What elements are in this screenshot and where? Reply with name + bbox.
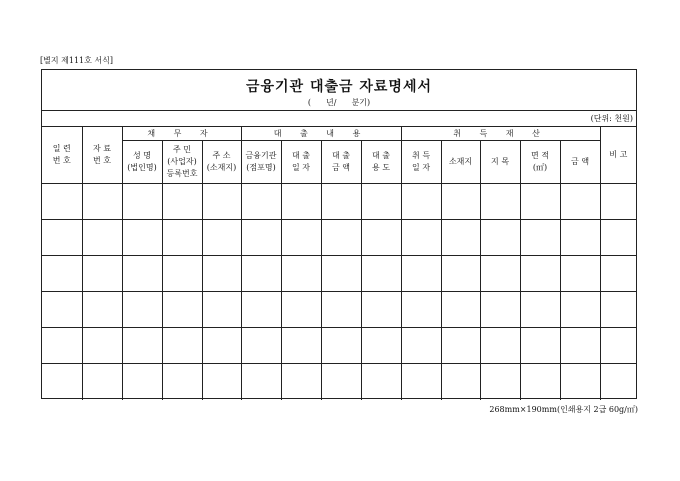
table-cell[interactable]	[82, 364, 122, 401]
table-cell[interactable]	[202, 292, 241, 328]
table-cell[interactable]	[520, 184, 560, 220]
table-cell[interactable]	[122, 184, 162, 220]
form-title: 금융기관 대출금 자료명세서	[245, 79, 433, 95]
col-institution: 금융기관 (점포명)	[241, 141, 281, 184]
table-cell[interactable]	[82, 292, 122, 328]
table-cell[interactable]	[42, 256, 82, 292]
col-amount: 금 액	[560, 141, 600, 184]
table-cell[interactable]	[122, 328, 162, 364]
col-address: 주 소 (소재지)	[202, 141, 241, 184]
table-cell[interactable]	[600, 256, 636, 292]
paper-spec-footer: 268mm×190mm(인쇄용지 2급 60g/㎡)	[489, 405, 638, 414]
group-acquired-assets: 취 득 재 산	[401, 127, 600, 141]
col-data-number: 자 료 번 호	[82, 127, 122, 184]
table-cell[interactable]	[600, 364, 636, 401]
col-name: 성 명 (법인명)	[122, 141, 162, 184]
table-cell[interactable]	[321, 328, 361, 364]
table-cell[interactable]	[241, 292, 281, 328]
table-cell[interactable]	[401, 364, 441, 401]
table-cell[interactable]	[441, 184, 480, 220]
table-cell[interactable]	[241, 220, 281, 256]
table-row	[42, 184, 636, 220]
table-cell[interactable]	[560, 292, 600, 328]
table-cell[interactable]	[401, 328, 441, 364]
table-cell[interactable]	[241, 256, 281, 292]
table-cell[interactable]	[281, 220, 321, 256]
table-cell[interactable]	[162, 184, 202, 220]
table-cell[interactable]	[600, 220, 636, 256]
table-cell[interactable]	[520, 256, 560, 292]
table-cell[interactable]	[202, 256, 241, 292]
form-number-label: [별지 제111호 서식]	[40, 56, 113, 65]
table-cell[interactable]	[82, 184, 122, 220]
group-debtor: 채 무 자	[122, 127, 241, 141]
table-cell[interactable]	[42, 220, 82, 256]
period-quarter: 분기)	[351, 98, 371, 107]
table-cell[interactable]	[361, 256, 401, 292]
table-cell[interactable]	[600, 292, 636, 328]
col-location: 소재지	[441, 141, 480, 184]
table-cell[interactable]	[520, 292, 560, 328]
unit-label: (단위: 천원)	[590, 114, 633, 123]
table-cell[interactable]	[42, 328, 82, 364]
table-cell[interactable]	[441, 220, 480, 256]
table-cell[interactable]	[202, 184, 241, 220]
table-cell[interactable]	[82, 256, 122, 292]
table-cell[interactable]	[361, 292, 401, 328]
col-land-type: 지 목	[480, 141, 520, 184]
table-cell[interactable]	[361, 328, 401, 364]
col-serial-number: 일 련 번 호	[42, 127, 82, 184]
table-cell[interactable]	[321, 220, 361, 256]
table-cell[interactable]	[321, 184, 361, 220]
table-cell[interactable]	[480, 328, 520, 364]
table-cell[interactable]	[42, 184, 82, 220]
table-cell[interactable]	[321, 292, 361, 328]
table-cell[interactable]	[281, 256, 321, 292]
table-cell[interactable]	[321, 256, 361, 292]
table-cell[interactable]	[520, 220, 560, 256]
col-remarks: 비 고	[600, 127, 636, 184]
table-cell[interactable]	[42, 292, 82, 328]
table-cell[interactable]	[162, 256, 202, 292]
table-cell[interactable]	[441, 328, 480, 364]
group-loan-details: 대 출 내 용	[241, 127, 401, 141]
table-cell[interactable]	[560, 256, 600, 292]
table-cell[interactable]	[162, 364, 202, 401]
table-cell[interactable]	[560, 220, 600, 256]
table-cell[interactable]	[281, 364, 321, 401]
col-acquisition-date: 취 득 일 자	[401, 141, 441, 184]
table-cell[interactable]	[520, 364, 560, 401]
table-cell[interactable]	[162, 292, 202, 328]
table-cell[interactable]	[162, 220, 202, 256]
data-table	[42, 126, 636, 400]
table-cell[interactable]	[321, 364, 361, 401]
table-cell[interactable]	[600, 184, 636, 220]
table-cell[interactable]	[441, 364, 480, 401]
table-cell[interactable]	[281, 328, 321, 364]
table-cell[interactable]	[202, 328, 241, 364]
table-cell[interactable]	[241, 364, 281, 401]
table-cell[interactable]	[560, 184, 600, 220]
table-cell[interactable]	[600, 328, 636, 364]
table-cell[interactable]	[480, 184, 520, 220]
table-cell[interactable]	[122, 364, 162, 401]
table-cell[interactable]	[122, 292, 162, 328]
table-cell[interactable]	[122, 256, 162, 292]
table-row	[42, 256, 636, 292]
title-section	[42, 70, 636, 110]
table-cell[interactable]	[281, 292, 321, 328]
table-cell[interactable]	[241, 328, 281, 364]
table-cell[interactable]	[162, 328, 202, 364]
table-row	[42, 364, 636, 401]
table-cell[interactable]	[560, 364, 600, 401]
table-cell[interactable]	[202, 220, 241, 256]
col-loan-date: 대 출 일 자	[281, 141, 321, 184]
table-cell[interactable]	[281, 184, 321, 220]
table-cell[interactable]	[480, 220, 520, 256]
col-loan-use: 대 출 용 도	[361, 141, 401, 184]
table-cell[interactable]	[361, 364, 401, 401]
title-divider	[42, 110, 636, 111]
table-cell[interactable]	[122, 220, 162, 256]
table-cell[interactable]	[42, 364, 82, 401]
table-cell[interactable]	[202, 364, 241, 401]
col-area: 면 적 (㎡)	[520, 141, 560, 184]
table-cell[interactable]	[520, 328, 560, 364]
table-cell[interactable]	[480, 256, 520, 292]
table-cell[interactable]	[82, 328, 122, 364]
table-cell[interactable]	[401, 256, 441, 292]
table-cell[interactable]	[441, 292, 480, 328]
table-cell[interactable]	[361, 220, 401, 256]
table-cell[interactable]	[241, 184, 281, 220]
period-open: (	[307, 98, 311, 107]
col-resident-number: 주 민 (사업자) 등록번호	[162, 141, 202, 184]
col-loan-amount: 대 출 금 액	[321, 141, 361, 184]
period-year: 년/	[326, 98, 337, 107]
table-cell[interactable]	[361, 184, 401, 220]
period-line	[42, 97, 636, 108]
table-row	[42, 292, 636, 328]
table-cell[interactable]	[82, 220, 122, 256]
table-row	[42, 220, 636, 256]
table-cell[interactable]	[480, 364, 520, 401]
table-cell[interactable]	[401, 184, 441, 220]
table-cell[interactable]	[401, 220, 441, 256]
form-frame	[41, 69, 637, 399]
table-cell[interactable]	[401, 292, 441, 328]
table-cell[interactable]	[560, 328, 600, 364]
table-cell[interactable]	[441, 256, 480, 292]
table-cell[interactable]	[480, 292, 520, 328]
table-row	[42, 328, 636, 364]
